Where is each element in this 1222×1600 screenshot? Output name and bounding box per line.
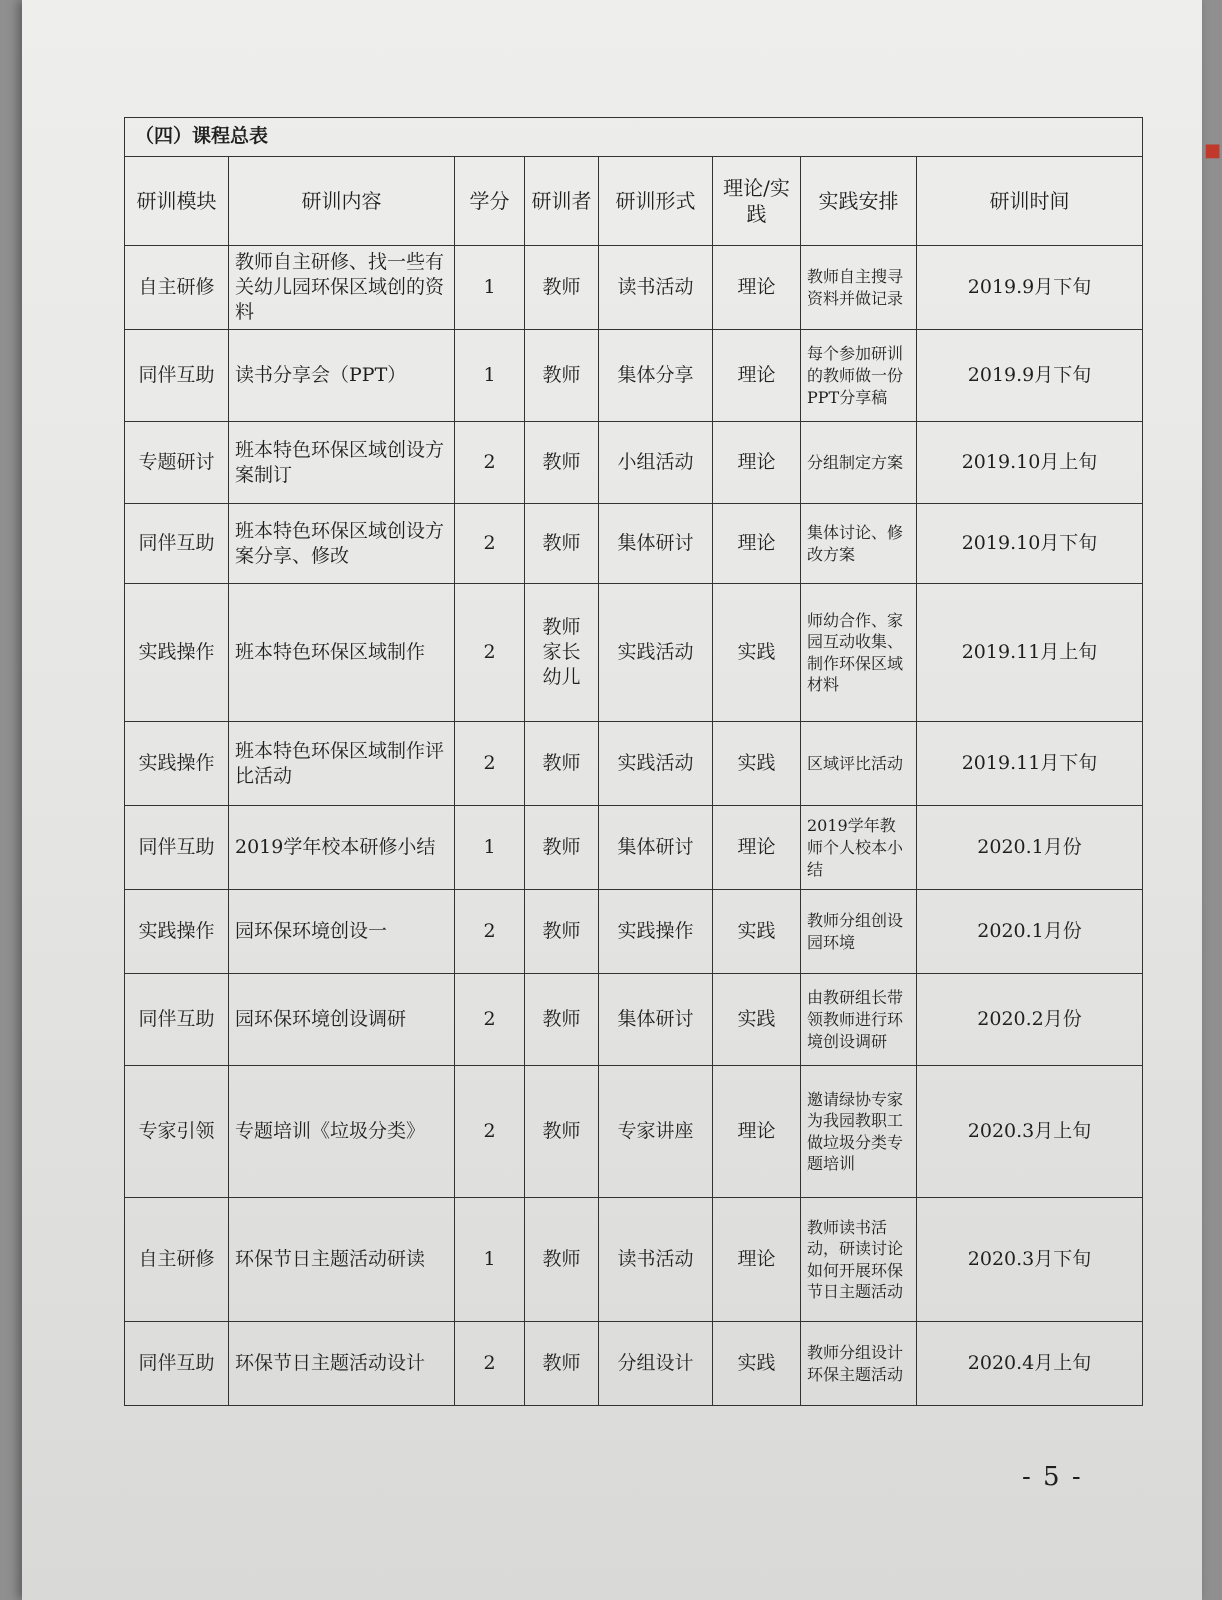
table-row <box>125 722 1143 806</box>
table-row <box>125 1066 1143 1198</box>
cell-time: 2020.4月上旬 <box>917 1322 1143 1406</box>
cell-credit: 2 <box>455 584 525 722</box>
cell-form: 读书活动 <box>599 246 713 330</box>
cell-credit: 2 <box>455 1066 525 1198</box>
red-stamp-edge: ■ <box>1204 140 1222 161</box>
table-row <box>125 806 1143 890</box>
cell-credit: 1 <box>455 330 525 422</box>
cell-trainer: 教师 <box>525 246 599 330</box>
cell-trainer: 教师 <box>525 330 599 422</box>
cell-credit: 2 <box>455 890 525 974</box>
cell-trainer: 教师 <box>525 1322 599 1406</box>
paper-sheet <box>22 0 1222 1600</box>
cell-form: 实践活动 <box>599 722 713 806</box>
cell-form: 实践操作 <box>599 890 713 974</box>
cell-arrangement: 教师读书活动，研读讨论如何开展环保节日主题活动 <box>801 1198 917 1322</box>
cell-module: 实践操作 <box>125 890 229 974</box>
cell-form: 集体研讨 <box>599 806 713 890</box>
cell-module: 同伴互助 <box>125 974 229 1066</box>
cell-form: 集体研讨 <box>599 504 713 584</box>
cell-time: 2019.9月下旬 <box>917 330 1143 422</box>
cell-trainer: 教师 家长 幼儿 <box>525 584 599 722</box>
cell-time: 2019.11月上旬 <box>917 584 1143 722</box>
cell-type: 实践 <box>713 974 801 1066</box>
cell-credit: 2 <box>455 974 525 1066</box>
cell-module: 专家引领 <box>125 1066 229 1198</box>
cell-content: 班本特色环保区域制作 <box>229 584 455 722</box>
header-credit: 学分 <box>455 157 525 246</box>
cell-arrangement: 2019学年教师个人校本小结 <box>801 806 917 890</box>
cell-form: 专家讲座 <box>599 1066 713 1198</box>
cell-trainer: 教师 <box>525 974 599 1066</box>
cell-credit: 2 <box>455 722 525 806</box>
cell-form: 实践活动 <box>599 584 713 722</box>
cell-trainer: 教师 <box>525 890 599 974</box>
cell-type: 理论 <box>713 504 801 584</box>
course-table-container <box>124 117 1142 1406</box>
cell-time: 2019.11月下旬 <box>917 722 1143 806</box>
cell-content: 班本特色环保区域创设方案制订 <box>229 422 455 504</box>
header-trainer: 研训者 <box>525 157 599 246</box>
cell-content: 园环保环境创设一 <box>229 890 455 974</box>
table-body <box>125 246 1143 1406</box>
cell-type: 理论 <box>713 806 801 890</box>
cell-arrangement: 由教研组长带领教师进行环境创设调研 <box>801 974 917 1066</box>
table-row <box>125 422 1143 504</box>
cell-arrangement: 集体讨论、修改方案 <box>801 504 917 584</box>
cell-form: 集体研讨 <box>599 974 713 1066</box>
cell-arrangement: 区域评比活动 <box>801 722 917 806</box>
cell-time: 2019.9月下旬 <box>917 246 1143 330</box>
cell-form: 读书活动 <box>599 1198 713 1322</box>
table-row <box>125 890 1143 974</box>
header-type: 理论/实践 <box>713 157 801 246</box>
cell-content: 园环保环境创设调研 <box>229 974 455 1066</box>
page-number: - 5 - <box>1022 1462 1083 1492</box>
cell-type: 理论 <box>713 330 801 422</box>
cell-module: 同伴互助 <box>125 1322 229 1406</box>
cell-trainer: 教师 <box>525 422 599 504</box>
cell-content: 2019学年校本研修小结 <box>229 806 455 890</box>
cell-time: 2020.1月份 <box>917 890 1143 974</box>
cell-trainer: 教师 <box>525 722 599 806</box>
cell-arrangement: 分组制定方案 <box>801 422 917 504</box>
cell-content: 班本特色环保区域制作评比活动 <box>229 722 455 806</box>
cell-arrangement: 教师自主搜寻资料并做记录 <box>801 246 917 330</box>
cell-trainer: 教师 <box>525 1198 599 1322</box>
table-row <box>125 1198 1143 1322</box>
cell-module: 自主研修 <box>125 246 229 330</box>
cell-type: 理论 <box>713 422 801 504</box>
cell-module: 同伴互助 <box>125 806 229 890</box>
cell-time: 2019.10月下旬 <box>917 504 1143 584</box>
cell-credit: 1 <box>455 1198 525 1322</box>
table-row <box>125 246 1143 330</box>
cell-credit: 1 <box>455 806 525 890</box>
cell-module: 同伴互助 <box>125 504 229 584</box>
cell-form: 分组设计 <box>599 1322 713 1406</box>
caption-row <box>125 118 1143 157</box>
header-arrangement: 实践安排 <box>801 157 917 246</box>
cell-credit: 1 <box>455 246 525 330</box>
cell-content: 班本特色环保区域创设方案分享、修改 <box>229 504 455 584</box>
cell-credit: 2 <box>455 504 525 584</box>
cell-time: 2020.3月下旬 <box>917 1198 1143 1322</box>
cell-module: 实践操作 <box>125 722 229 806</box>
course-summary-table <box>124 117 1143 1406</box>
cell-content: 环保节日主题活动研读 <box>229 1198 455 1322</box>
cell-module: 专题研讨 <box>125 422 229 504</box>
table-row <box>125 504 1143 584</box>
cell-type: 实践 <box>713 722 801 806</box>
cell-type: 实践 <box>713 1322 801 1406</box>
cell-type: 实践 <box>713 584 801 722</box>
cell-type: 理论 <box>713 246 801 330</box>
cell-type: 理论 <box>713 1198 801 1322</box>
cell-time: 2020.2月份 <box>917 974 1143 1066</box>
cell-trainer: 教师 <box>525 1066 599 1198</box>
cell-arrangement: 每个参加研训的教师做一份PPT分享稿 <box>801 330 917 422</box>
table-row <box>125 330 1143 422</box>
cell-type: 实践 <box>713 890 801 974</box>
cell-content: 读书分享会（PPT） <box>229 330 455 422</box>
cell-content: 环保节日主题活动设计 <box>229 1322 455 1406</box>
cell-type: 理论 <box>713 1066 801 1198</box>
cell-time: 2019.10月上旬 <box>917 422 1143 504</box>
cell-content: 专题培训《垃圾分类》 <box>229 1066 455 1198</box>
cell-form: 集体分享 <box>599 330 713 422</box>
cell-trainer: 教师 <box>525 806 599 890</box>
cell-arrangement: 师幼合作、家园互动收集、制作环保区域材料 <box>801 584 917 722</box>
cell-module: 自主研修 <box>125 1198 229 1322</box>
table-row <box>125 974 1143 1066</box>
header-form: 研训形式 <box>599 157 713 246</box>
header-content: 研训内容 <box>229 157 455 246</box>
cell-content: 教师自主研修、找一些有关幼儿园环保区域创的资料 <box>229 246 455 330</box>
cell-arrangement: 教师分组设计环保主题活动 <box>801 1322 917 1406</box>
table-row <box>125 584 1143 722</box>
cell-arrangement: 邀请绿协专家为我园教职工做垃圾分类专题培训 <box>801 1066 917 1198</box>
cell-time: 2020.3月上旬 <box>917 1066 1143 1198</box>
header-time: 研训时间 <box>917 157 1143 246</box>
cell-module: 实践操作 <box>125 584 229 722</box>
cell-trainer: 教师 <box>525 504 599 584</box>
section-title: （四）课程总表 <box>125 118 1143 157</box>
header-module: 研训模块 <box>125 157 229 246</box>
table-row <box>125 1322 1143 1406</box>
header-row <box>125 157 1143 246</box>
cell-form: 小组活动 <box>599 422 713 504</box>
cell-credit: 2 <box>455 1322 525 1406</box>
cell-arrangement: 教师分组创设园环境 <box>801 890 917 974</box>
cell-time: 2020.1月份 <box>917 806 1143 890</box>
cell-module: 同伴互助 <box>125 330 229 422</box>
cell-credit: 2 <box>455 422 525 504</box>
